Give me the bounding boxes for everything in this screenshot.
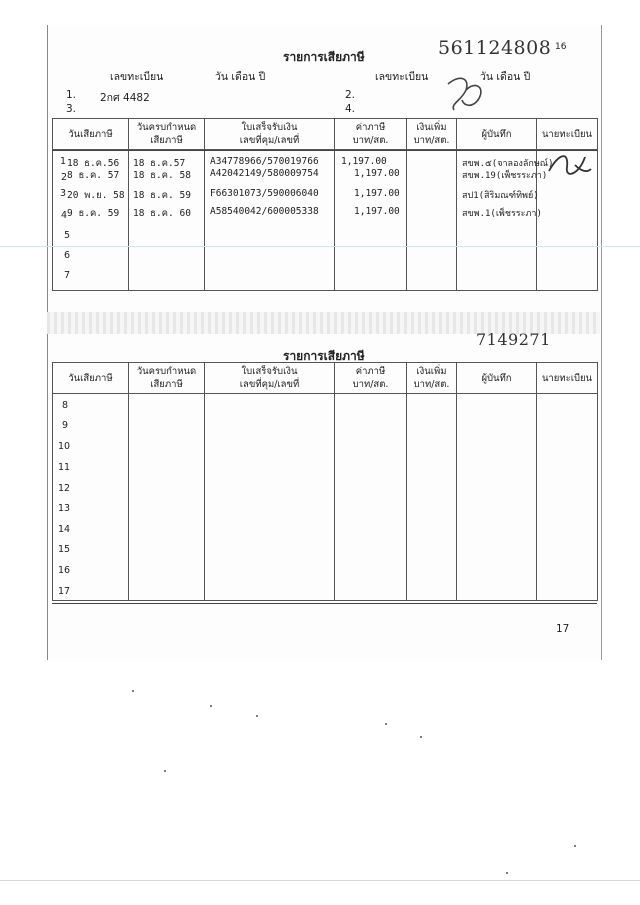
row-number: 14 bbox=[58, 524, 71, 535]
reg-number-label-right: เลขทะเบียน bbox=[375, 71, 429, 83]
line1-number: 1. bbox=[66, 89, 77, 101]
date-label-right: วัน เดือน ปี bbox=[480, 71, 531, 83]
tax-table-2 bbox=[52, 362, 598, 601]
footer-page-number: 17 bbox=[556, 623, 570, 635]
row-number: 7 bbox=[64, 270, 71, 281]
col-paid-date: วันเสียภาษี bbox=[53, 119, 129, 150]
registration-plate: 2กศ 4482 bbox=[100, 92, 150, 104]
row-number: 16 bbox=[58, 565, 71, 576]
line4-number: 4. bbox=[345, 103, 356, 115]
col-tax: ค่าภาษี บาท/สต. bbox=[335, 119, 407, 150]
tax-table-1 bbox=[52, 118, 598, 291]
row-number: 12 bbox=[58, 483, 71, 494]
row-number: 8 bbox=[62, 400, 69, 411]
registrar-signature-icon bbox=[545, 145, 593, 185]
line3-number: 3. bbox=[66, 103, 77, 115]
col-due-date: วันครบกำหนด เสียภาษี bbox=[129, 119, 205, 150]
scan-line bbox=[0, 246, 640, 247]
row-number: 9 bbox=[62, 420, 69, 431]
row-number: 17 bbox=[58, 586, 71, 597]
reg-number-label-left: เลขทะเบียน bbox=[110, 71, 164, 83]
row-number: 13 bbox=[58, 503, 71, 514]
col-surcharge: เงินเพิ่ม บาท/สต. bbox=[407, 363, 457, 394]
col-recorder: ผู้บันทึก bbox=[457, 119, 537, 150]
col-tax: ค่าภาษี บาท/สต. bbox=[335, 363, 407, 394]
page-small-number: 16 bbox=[555, 42, 567, 52]
col-receipt: ใบเสร็จรับเงิน เลขที่คุม/เลขที่ bbox=[205, 363, 335, 394]
document-number: 561124808 bbox=[438, 37, 552, 59]
col-receipt: ใบเสร็จรับเงิน เลขที่คุม/เลขที่ bbox=[205, 119, 335, 150]
row-number: 10 bbox=[58, 441, 71, 452]
line2-number: 2. bbox=[345, 89, 356, 101]
col-due-date: วันครบกำหนด เสียภาษี bbox=[129, 363, 205, 394]
tax-record-title: รายการเสียภาษี bbox=[283, 50, 365, 64]
col-registrar: นายทะเบียน bbox=[537, 363, 598, 394]
col-registrar: นายทะเบียน bbox=[537, 119, 598, 150]
row-number: 6 bbox=[64, 250, 71, 261]
signature-scribble-icon bbox=[440, 70, 490, 115]
row-number: 15 bbox=[58, 544, 71, 555]
tax-record-title-2: รายการเสียภาษี bbox=[283, 349, 365, 363]
col-paid-date: วันเสียภาษี bbox=[53, 363, 129, 394]
row-number: 11 bbox=[58, 462, 71, 473]
handwritten-number: 7149271 bbox=[476, 330, 551, 349]
date-label-left: วัน เดือน ปี bbox=[215, 71, 266, 83]
col-surcharge: เงินเพิ่ม บาท/สต. bbox=[407, 119, 457, 150]
document-page: รายการเสียภาษี เลขทะเบียน วัน เดือน ปี เลขทะเบียน วัน เดือน ปี 561124808 16 1. 2กศ 4482 2. 3. 4. วันเสียภาษี วันครบกำหนด เสียภาษี ใบเสร็จรับเงิน เลขที่คุม/เลขที่ ค่าภาษี บาท/สต. เงินเพิ่ม บาท/สต. ผู้บันทึก นายทะเบียน 1 18 ธ.ค.56 18 ธ.ค.57 A34778966/570019766 1,197.00 สขพ.๕(จาลองลักษณ์) 2 8 ธ.ค. 57 18 ธ.ค. 58 A42042149/580009754 1,197.00 สขพ.19(เพ็ชรระภา) 3 20 พ.ย. 58 18 ธ.ค. 59 F66301073/590006040 1,197.00 สป1(สิริมณฑ์ทิพย์) 4 9 ธ.ค. 59 18 ธ.ค. 60 A58540042/600005338 1,197.00 สขพ.1(เพ็ชรระภา) 5 6 7 7149271 รายการเสียภาษี วันเสียภาษี วันครบกำหนด เสียภาษี ใบเสร็จรับเงิน เลขที่คุม/เลขที่ ค่าภาษี บาท/สต. เงินเพิ่ม บาท/สต. ผู้บันทึก นายทะเบียน 8 9 10 11 12 13 14 15 16 17 17 bbox=[0, 0, 640, 905]
row-number: 5 bbox=[64, 230, 71, 241]
col-recorder: ผู้บันทึก bbox=[457, 363, 537, 394]
